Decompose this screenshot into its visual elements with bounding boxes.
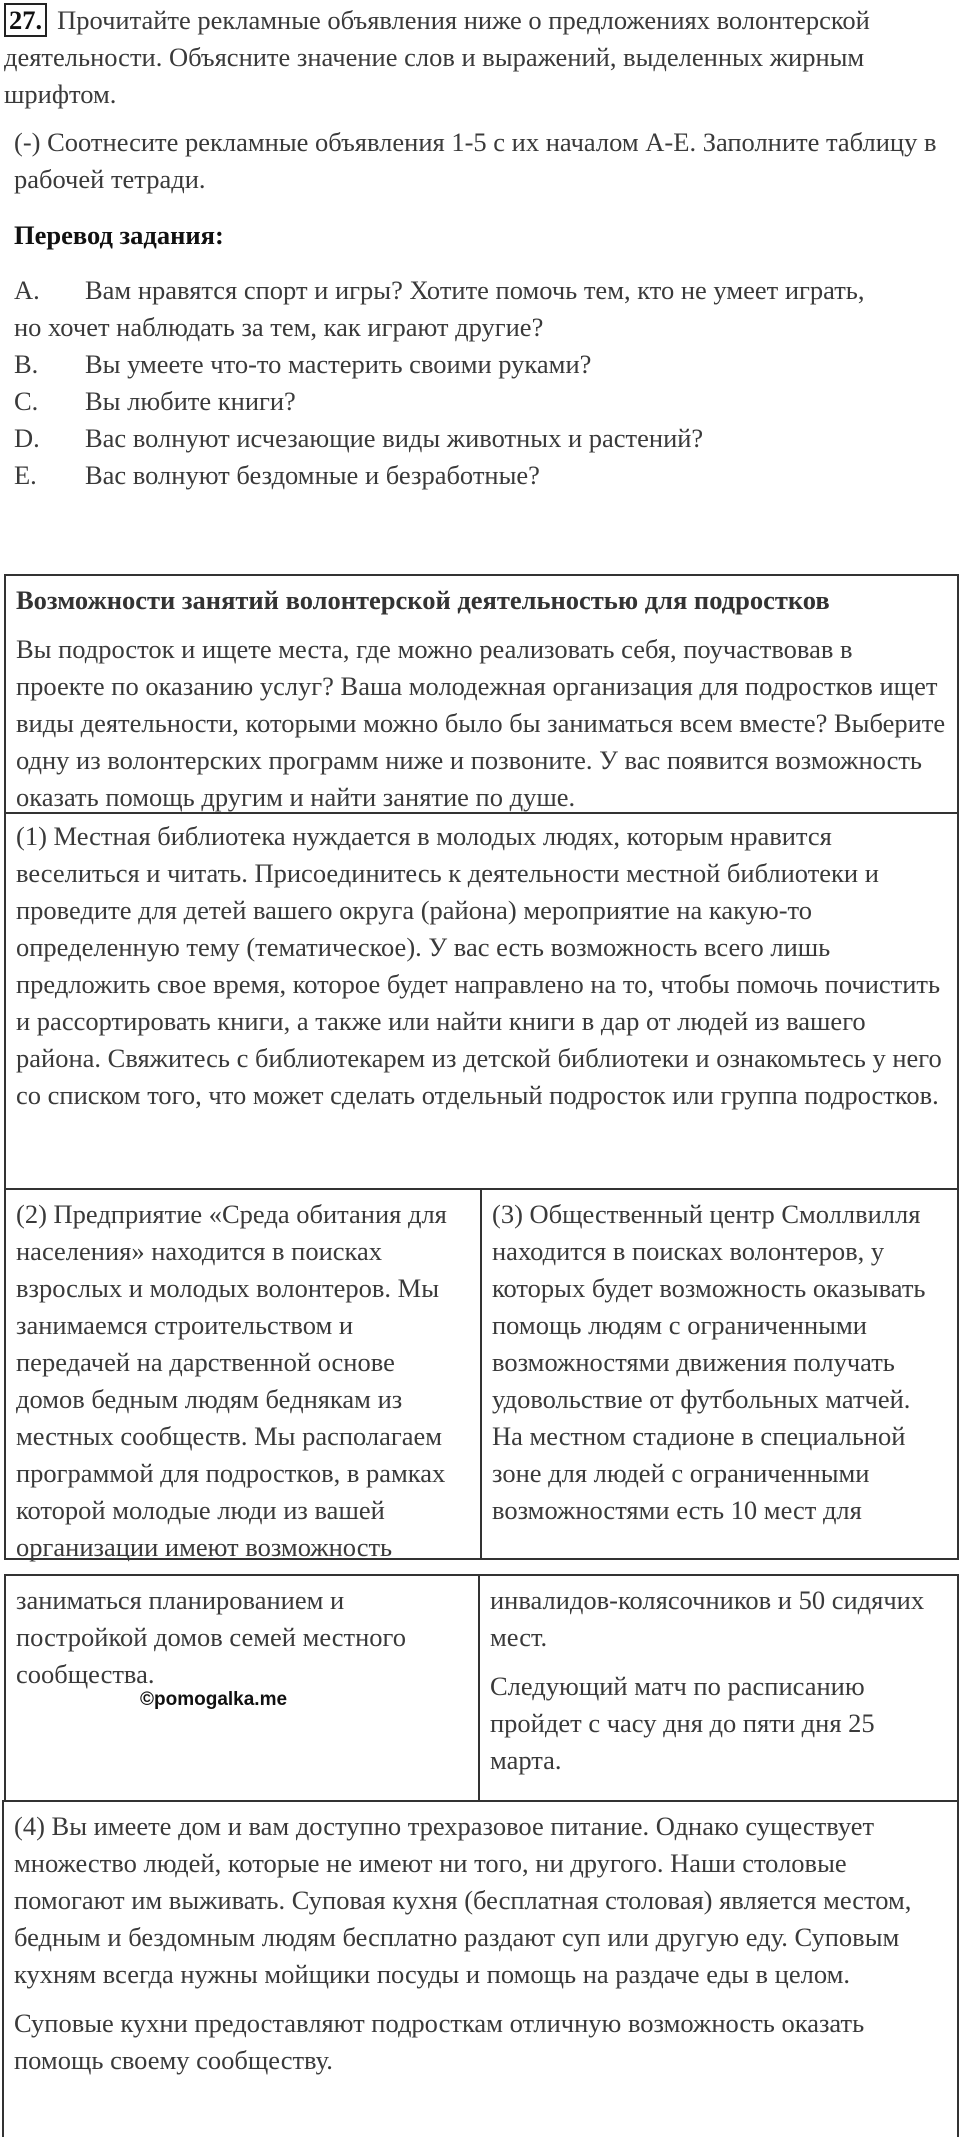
option-text: Вам нравятся спорт и игры? Хотите помочь тем, кто не умеет играть, xyxy=(85,275,865,305)
ad-4-text-part2: Суповые кухни предоставляют подросткам отличную возможность оказать помощь своему сообществу. xyxy=(14,2008,865,2075)
ad-3-text-part2 xyxy=(480,1576,957,1779)
ad-4-box xyxy=(2,1800,959,2137)
ad-3-text-part2a: инвалидов-колясочников и 50 сидячих мест. xyxy=(490,1585,925,1652)
option-c xyxy=(14,383,944,420)
intro-title: Возможности занятий волонтерской деятельностью для подростков xyxy=(16,585,830,615)
ad-1-text: (1) Местная библиотека нуждается в молодых людях, которым нравится веселиться и читать. Присоединитесь к деятельности местной библиотеки и проведите для детей вашего округа (района) мероприятие на какую-то определенную тему (тематическое). У вас есть возможность всего лишь предложить свое время, которое будет направлено на то, чтобы помочь почистить и рассортировать книги, а также или найти книги в дар от людей из вашего района. Свяжитесь с библиотекарем из детской библиотеки и ознакомьтесь у него со списком того, что может сделать отдельный подросток или группа подростков. xyxy=(16,821,942,1110)
ad-3-box-part1 xyxy=(480,1188,959,1560)
ad-2-box-part1 xyxy=(4,1188,482,1560)
task-text-block xyxy=(4,2,954,113)
ad-2-text-part1: (2) Предприятие «Среда обитания для населения» находится в поисках взрослых и молодых волонтеров. Мы занимаемся строительством и передачей на дарственной основе домов бедным людям беднякам из местных сообществ. Мы располагаем программой для подростков, в рамках которой молодые люди из вашей организации имеют возможность xyxy=(16,1199,447,1562)
option-text: Вы умеете что-то мастерить своими руками? xyxy=(85,349,592,379)
option-letter: B. xyxy=(14,349,39,379)
ad-1-box xyxy=(4,812,959,1190)
ad-2-text-part2: заниматься планированием и постройкой домов семей местного сообщества. xyxy=(16,1585,407,1689)
options-list xyxy=(14,272,944,494)
option-letter: E. xyxy=(14,460,37,490)
option-d xyxy=(14,420,944,457)
ad-3-text-part2b: Следующий матч по расписанию пройдет с часу дня до пяти дня 25 марта. xyxy=(490,1671,875,1775)
option-text: Вы любите книги? xyxy=(85,386,296,416)
option-b xyxy=(14,346,944,383)
translation-heading: Перевод задания: xyxy=(14,220,224,250)
ad-4-content xyxy=(4,1802,957,2079)
watermark-logo: ©pomogalka.me xyxy=(140,1689,288,1710)
option-letter: A. xyxy=(14,275,40,305)
option-letter: C. xyxy=(14,386,39,416)
intro-box xyxy=(4,574,959,814)
option-a-continuation: но хочет наблюдать за тем, как играют другие? xyxy=(14,312,544,342)
option-a xyxy=(14,272,944,309)
intro-text: Вы подросток и ищете места, где можно реализовать себя, поучаствовав в проекте по оказанию услуг? Ваша молодежная организация для подростков ищет виды деятельности, которыми можно было бы заниматься всем вместе? Выберите одну из волонтерских программ ниже и позвоните. У вас появится возможность оказать помощь другим и найти занятие по душе. xyxy=(16,634,946,812)
task-number: 27. xyxy=(4,3,47,37)
option-letter: D. xyxy=(14,423,40,453)
option-e xyxy=(14,457,944,494)
option-text: Вас волнуют исчезающие виды животных и растений? xyxy=(85,423,704,453)
intro-content xyxy=(6,576,957,816)
ad-3-text-part1: (3) Общественный центр Смоллвилля находится в поисках волонтеров, у которых будет возможность оказывать помощь людям с ограниченными возможностями движения получать удовольствие от футбольных матчей. На местном стадионе в специальной зоне для людей с ограниченными возможностями есть 10 мест для xyxy=(492,1199,926,1525)
ad-3-box-part2 xyxy=(478,1574,959,1802)
subtask-text: (-) Соотнесите рекламные объявления 1-5 с их началом A-E. Заполните таблицу в рабочей тетради. xyxy=(14,127,937,194)
task-text: Прочитайте рекламные объявления ниже о предложениях волонтерской деятельности. Объясните значение слов и выражений, выделенных жирным шрифтом. xyxy=(4,5,870,109)
ad-2-box-part2 xyxy=(4,1574,480,1802)
option-text: Вас волнуют бездомные и безработные? xyxy=(85,460,540,490)
ad-4-text-part1: (4) Вы имеете дом и вам доступно трехразовое питание. Однако существует множество людей, которые не имеют ни того, ни другого. Наши столовые помогают им выживать. Суповая кухня (бесплатная столовая) является местом, бедным и бездомным людям бесплатно раздают суп или другую еду. Суповым кухням всегда нужны мойщики посуды и помощь на раздаче еды в целом. xyxy=(14,1811,912,1989)
